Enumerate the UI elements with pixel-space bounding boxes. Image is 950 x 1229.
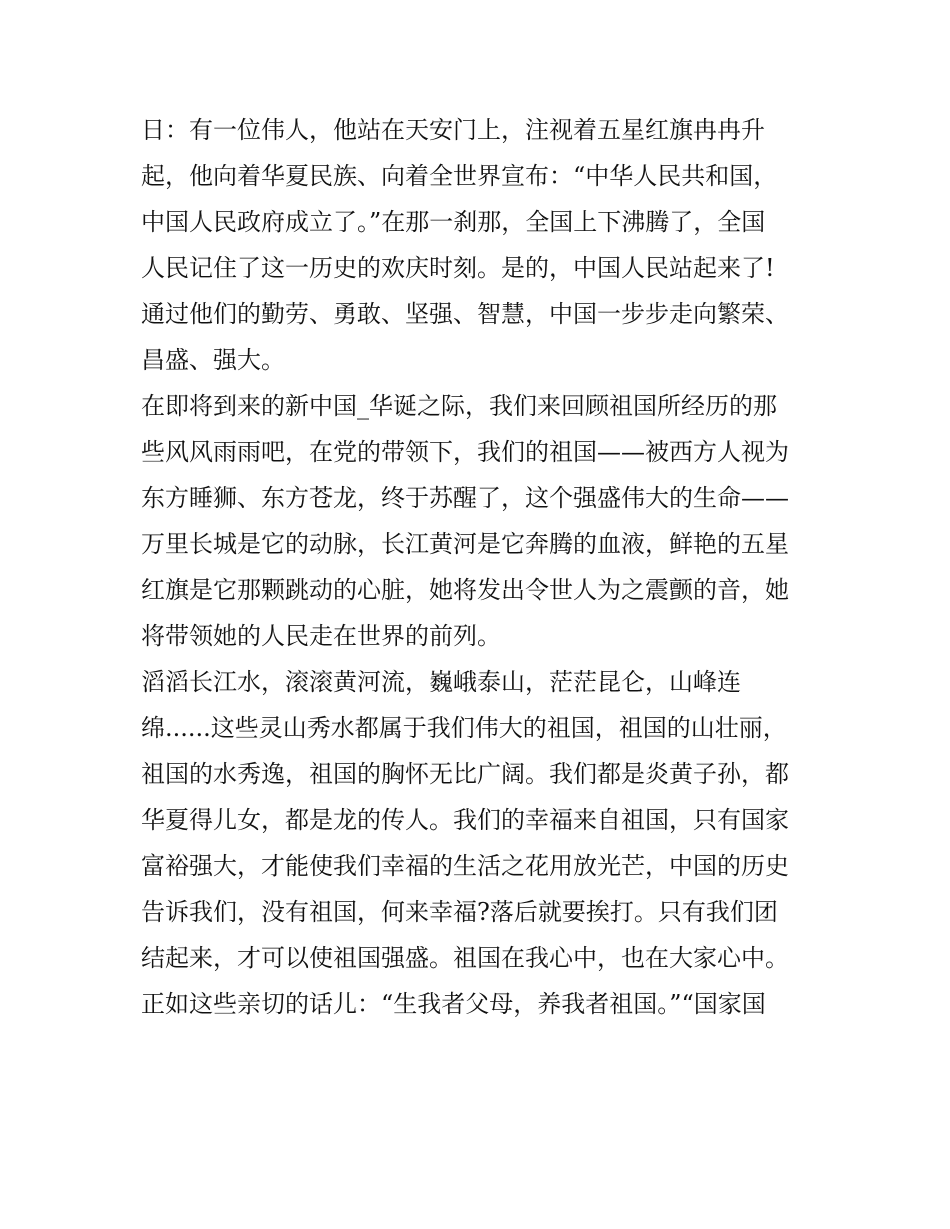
- text-line: 祖国的水秀逸，祖国的胸怀无比广阔。我们都是炎黄子孙，都: [141, 760, 789, 788]
- document-body: [141, 107, 821, 1027]
- text-line: 起，他向着华夏民族、向着全世界宣布：“中华人民共和国，: [141, 162, 778, 190]
- text-line: 昌盛、强大。: [141, 346, 285, 374]
- text-line: 人民记住了这一历史的欢庆时刻。是的，中国人民站起来了!: [141, 254, 775, 282]
- text-line: 日：有一位伟人，他站在天安门上，注视着五星红旗冉冉升: [141, 116, 765, 144]
- text-line: 红旗是它那颗跳动的心脏，她将发出令世人为之震颤的音，她: [141, 576, 789, 604]
- text-line: 东方睡狮、东方苍龙，终于苏醒了，这个强盛伟大的生命——: [141, 484, 789, 512]
- text-line: 正如这些亲切的话儿：“生我者父母，养我者祖国。”“国家国: [141, 990, 766, 1018]
- text-line: 将带领她的人民走在世界的前列。: [141, 622, 501, 650]
- text-line: 滔滔长江水，滚滚黄河流，巍峨泰山，茫茫昆仑，山峰连: [141, 668, 741, 696]
- text-line: 告诉我们，没有祖国，何来幸福?落后就要挨打。只有我们团: [141, 898, 778, 926]
- text-line: 绵......这些灵山秀水都属于我们伟大的祖国，祖国的山壮丽，: [141, 714, 787, 742]
- text-line: 华夏得儿女，都是龙的传人。我们的幸福来自祖国，只有国家: [141, 806, 789, 834]
- text-line: 在即将到来的新中国_华诞之际，我们来回顾祖国所经历的那: [141, 392, 777, 420]
- text-line: 些风风雨雨吧，在党的带领下，我们的祖国——被西方人视为: [141, 438, 789, 466]
- text-line: 结起来，才可以使祖国强盛。祖国在我心中，也在大家心中。: [141, 944, 789, 972]
- text-line: 万里长城是它的动脉，长江黄河是它奔腾的血液，鲜艳的五星: [141, 530, 789, 558]
- text-line: 中国人民政府成立了。”在那一刹那，全国上下沸腾了，全国: [141, 208, 766, 236]
- text-line: 通过他们的勤劳、勇敢、坚强、智慧，中国一步步走向繁荣、: [141, 300, 789, 328]
- text-line: 富裕强大，才能使我们幸福的生活之花用放光芒，中国的历史: [141, 852, 789, 880]
